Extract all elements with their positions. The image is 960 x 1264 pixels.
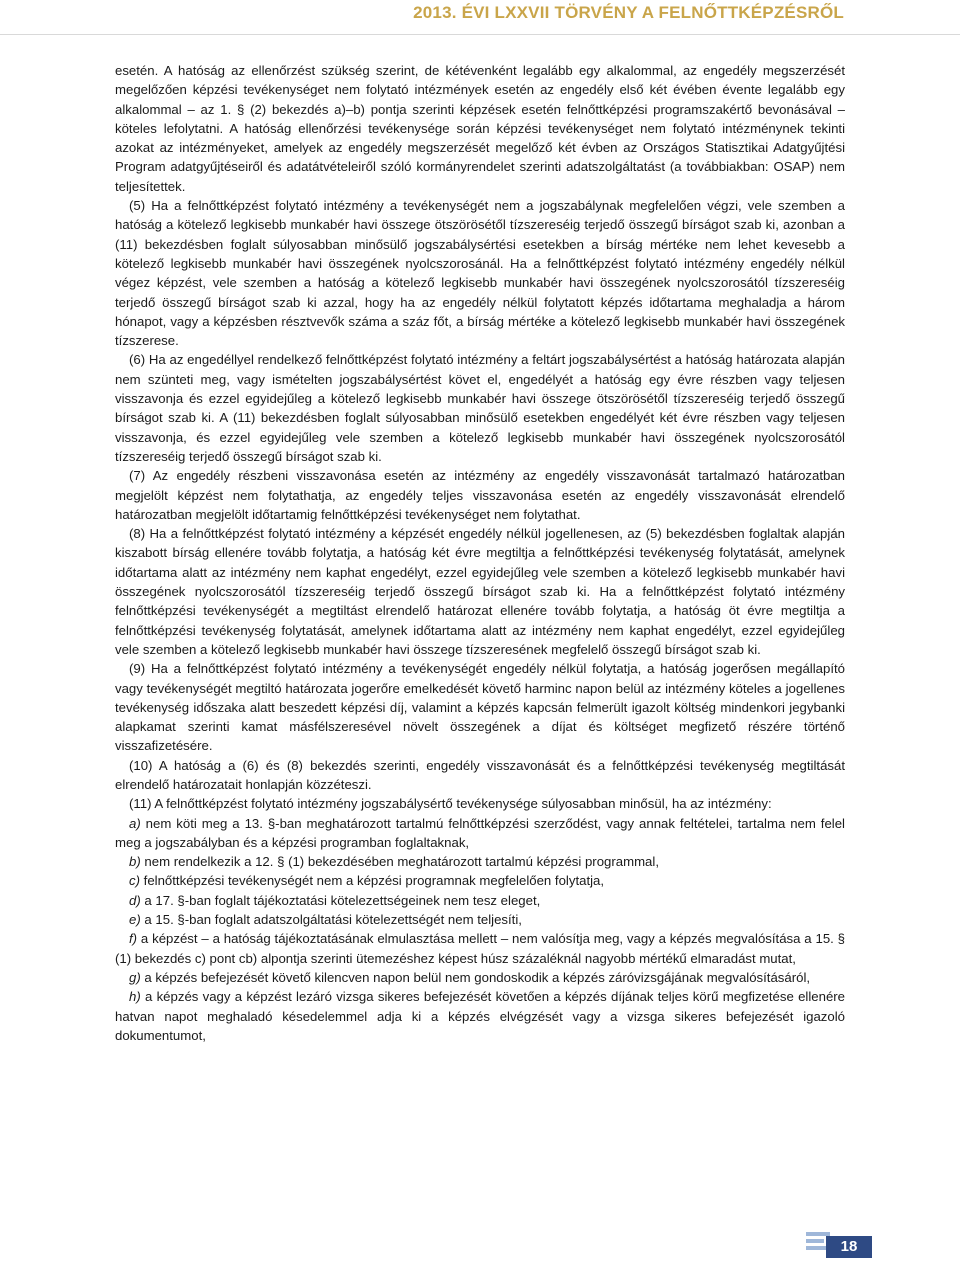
list-item-g xyxy=(115,968,845,987)
running-header-title: 2013. ÉVI LXXVII TÖRVÉNY A FELNŐTTKÉPZÉSRŐL xyxy=(413,3,844,22)
paragraph-5: (5) Ha a felnőttképzést folytató intézmény a tevékenységét nem a jogszabálynak megfelelően végzi, vele szemben a hatóság a kötelező legkisebb munkabér havi összege ötszörösétől tízszereséig terjedő összegű bírságot szab ki, azonban a (11) bekezdésben foglalt súlyosabban minősülő jogszabálysértési esetekben a bírság mértéke nem lehet kevesebb a kötelező legkisebb munkabér havi összegének nyolcszorosánál. Ha a felnőttképzést folytató intézmény engedély nélkül végez képzést, vele szemben a hatóság a kötelező legkisebb munkabér havi összegének nyolcszorosától tízszereséig terjedő összegű bírságot szab ki azzal, hogy ha az engedély nélkül folytatott képzés időtartama meghaladja a három hónapot, vagy a képzésben résztvevők száma a száz főt, a bírság mértéke a kötelező legkisebb munkabér havi összegének tízszerese. xyxy=(115,198,845,349)
page-number-badge xyxy=(806,1228,872,1264)
list-item-e xyxy=(115,910,845,929)
list-item-f xyxy=(115,929,845,968)
list-item-letter: g) xyxy=(129,969,141,985)
list-item-letter: c) xyxy=(129,873,140,889)
paragraph-11: (11) A felnőttképzést folytató intézmény jogszabálysértő tevékenysége súlyosabban minősül, ha az intézmény: xyxy=(129,796,772,812)
list-item-text: a 15. §-ban foglalt adatszolgáltatási kötelezettségét nem teljesíti, xyxy=(144,912,522,928)
list-item-letter: d) xyxy=(129,892,141,908)
list-item-text: a képzés vagy a képzést lezáró vizsga sikeres befejezését követően a képzés díjának teljes körű megfizetése ellenére hatvan napot meghaladó késedelemmel adja ki a képzés elvégzését vagy a vizsga sikeres befejezését igazoló dokumentumot, xyxy=(115,989,845,1043)
list-item-h xyxy=(115,987,845,1045)
paragraph-7: (7) Az engedély részbeni visszavonása esetén az intézmény az engedély visszavonását tartalmazó határozatban megjelölt képzést nem folytathatja, az engedély teljes visszavonása esetén az engedély visszavonását elrendelő határozatban megjelölt időtartamig felnőttképzési tevékenységet nem folytathat. xyxy=(115,468,845,522)
paragraph-continuation: esetén. A hatóság az ellenőrzést szükség szerint, de kétévenként legalább egy alkalommal, az engedély megszerzését megelőzően képzési tevékenységet nem folytató intézmények esetén az engedély első két évében évente legalább egy alkalommal – az 1. § (2) bekezdés a)–b) pontja szerinti képzések esetén felnőttképzési programszakértő bevonásával – köteles lefolytatni. A hatóság ellenőrzési tevékenysége során képzési tevékenységet nem folytató intézménynek tekinti azokat az intézményeket, amelyek az engedély megszerzését megelőző két évben az Országos Statisztikai Adatgyűjtési Program adatgyűjtéseiről és adatátvételeiről szóló kormányrendelet szerinti adatszolgáltatást (a továbbiakban: OSAP) nem teljesítettek. xyxy=(115,63,845,194)
list-item-letter: b) xyxy=(129,854,141,870)
document-body xyxy=(115,61,845,1045)
header-divider xyxy=(0,34,960,35)
page-number: 18 xyxy=(826,1236,872,1258)
page-header xyxy=(0,0,960,40)
list-item-letter: a) xyxy=(129,815,141,831)
list-item-text: nem köti meg a 13. §-ban meghatározott tartalmú felnőttképzési szerződést, vagy annak feltételei, tartalma nem felel meg a jogszabályban és a képzési programban foglaltaknak, xyxy=(115,815,845,850)
paragraph-9: (9) Ha a felnőttképzést folytató intézmény a tevékenységét engedély nélkül folytatja, a hatóság jogerősen megállapító vagy tevékenységét megtiltó határozata jogerőre emelkedését követő harminc napon belül az intézmény köteles a jogellenes tevékenység időszaka alatt beszedett képzési díj, valamint a képzés kapcsán felmerült igazolt költség mindenkori jegybanki alapkamat szerinti kamat másfélszeresével növelt összegének a díjat és költséget megfizető részére történő visszafizetésére. xyxy=(115,661,845,754)
paragraph-6: (6) Ha az engedéllyel rendelkező felnőttképzést folytató intézmény a feltárt jogszabálysértést a hatóság határozata alapján nem szünteti meg, vagy ismételten jogszabálysértést követ el, engedélyét a hatóság egy évre részben vagy teljesen visszavonja és ezzel egyidejűleg a kötelező legkisebb munkabér havi összege ötszörösétől tízszereséig terjedő összegű bírságot szab ki. A (11) bekezdésben foglalt súlyosabban minősülő esetekben engedélyét két évre részben vagy teljesen visszavonja, és ezzel egyidejűleg vele szemben a kötelező legkisebb munkabér havi összegének nyolcszorosától tízszereséig terjedő összegű bírságot szab ki. xyxy=(115,352,845,464)
list-item-text: a képzést – a hatóság tájékoztatásának elmulasztása mellett – nem valósítja meg, vagy a képzés megvalósítása a 15. § (1) bekezdés c) pont cb) alpontja szerinti ütemezéshez képest húsz százaléknál nagyobb mértékű elmaradást mutat, xyxy=(115,931,846,966)
list-item-letter: h) xyxy=(129,989,141,1005)
list-item-letter: e) xyxy=(129,912,141,928)
list-item-letter: f) xyxy=(129,931,138,947)
list-item-text: nem rendelkezik a 12. § (1) bekezdésében meghatározott tartalmú képzési programmal, xyxy=(144,854,659,870)
list-item-d xyxy=(115,891,845,910)
list-item-c xyxy=(115,871,845,890)
list-item-a xyxy=(115,814,845,853)
list-item-text: felnőttképzési tevékenységét nem a képzési programnak megfelelően folytatja, xyxy=(143,873,605,889)
list-item-b xyxy=(115,852,845,871)
paragraph-8: (8) Ha a felnőttképzést folytató intézmény a képzését engedély nélkül jogellenesen, az (5) bekezdésben foglaltak alapján kiszabott bírság ellenére tovább folytatja, a hatóság két évre megtiltja a felnőttképzési tevékenység folytatását, amelynek időtartama alatt az intézmény nem kaphat engedélyt, ezzel egyidejűleg vele szemben a kötelező legkisebb munkabér havi összegének nyolcszorosától tízszereséig terjedő összegű bírságot szab ki. Ha a felnőttképzést folytató intézmény felnőttképzési tevékenységét a megtiltást elrendelő határozat ellenére tovább folytatja, a hatóság öt évre megtiltja a felnőttképzési tevékenység folytatását, amelynek időtartama alatt az intézmény nem kaphat engedélyt, ezzel egyidejűleg vele szemben a kötelező legkisebb munkabér havi összege tízszeresének megfelelő összegű bírságot szab ki. xyxy=(115,526,845,657)
list-item-text: a képzés befejezését követő kilencven napon belül nem gondoskodik a képzés záróvizsgájának megvalósításáról, xyxy=(144,969,811,985)
paragraph-10: (10) A hatóság a (6) és (8) bekezdés szerinti, engedély visszavonását és a felnőttképzési tevékenység megtiltását elrendelő határozatait honlapján közzéteszi. xyxy=(115,757,845,792)
list-item-text: a 17. §-ban foglalt tájékoztatási kötelezettségeinek nem tesz eleget, xyxy=(144,892,541,908)
